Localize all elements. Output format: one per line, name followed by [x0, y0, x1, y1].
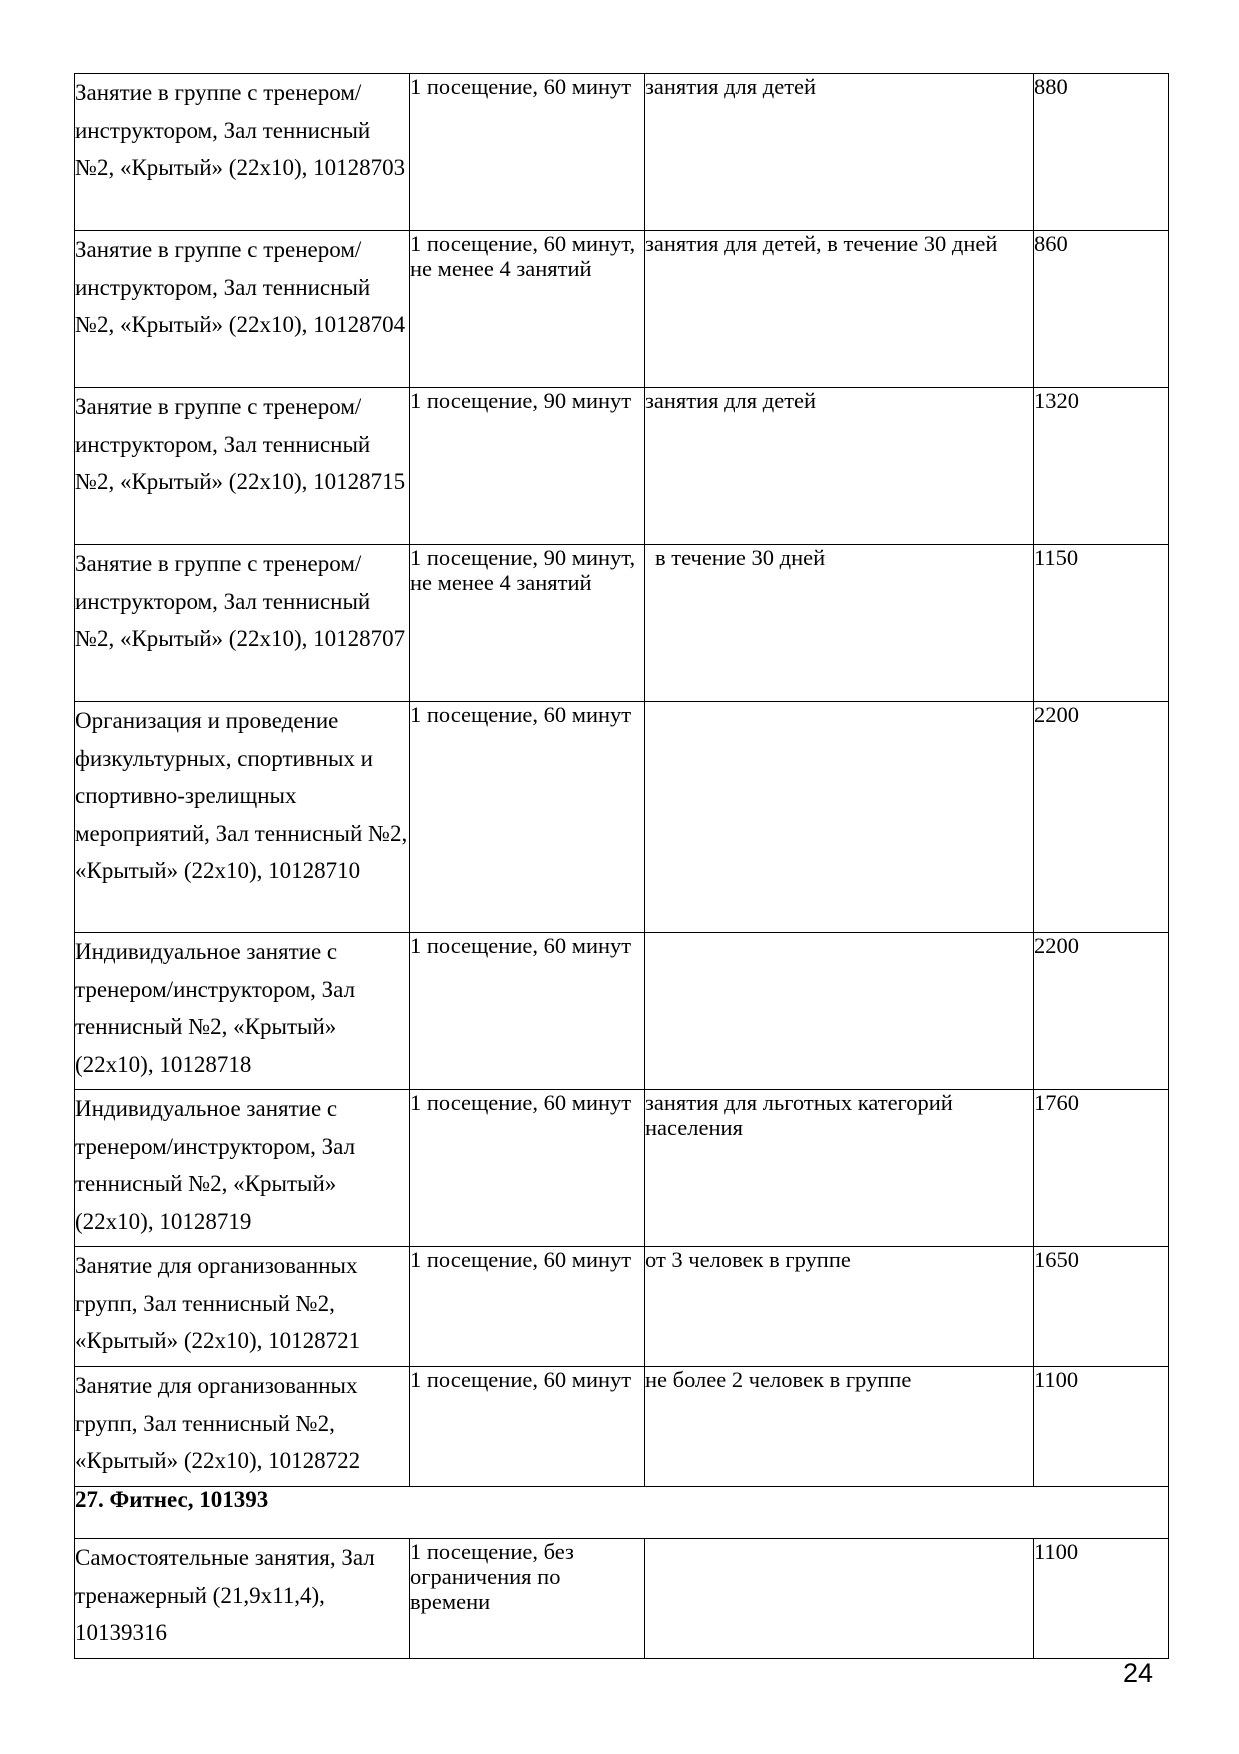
service-name: Занятие для организованных групп, Зал теннисный №2, «Крытый» (22х10), 10128721	[75, 1247, 410, 1367]
service-note: не более 2 человек в группе	[645, 1367, 1034, 1487]
table-row	[75, 1367, 1169, 1487]
page-number: 24	[1122, 1658, 1153, 1688]
service-note: занятия для льготных категорий населения	[645, 1090, 1034, 1247]
service-note	[645, 933, 1034, 1090]
service-duration: 1 посещение, без ограничения по времени	[410, 1539, 645, 1659]
service-price: 860	[1034, 231, 1169, 388]
service-name: Индивидуальное занятие с тренером/инструктором, Зал теннисный №2, «Крытый» (22х10), 10128719	[75, 1090, 410, 1247]
table-row	[75, 1090, 1169, 1247]
service-duration: 1 посещение, 60 минут	[410, 933, 645, 1090]
table-row	[75, 388, 1169, 545]
service-name: Занятие в группе с тренером/инструктором, Зал теннисный №2, «Крытый» (22х10), 10128707	[75, 545, 410, 702]
service-note: занятия для детей	[645, 388, 1034, 545]
service-duration: 1 посещение, 60 минут	[410, 74, 645, 231]
service-price: 1150	[1034, 545, 1169, 702]
service-price: 880	[1034, 74, 1169, 231]
service-duration: 1 посещение, 90 минут	[410, 388, 645, 545]
service-duration: 1 посещение, 90 минут, не менее 4 занятий	[410, 545, 645, 702]
section-row	[75, 1487, 1169, 1539]
service-price: 2200	[1034, 933, 1169, 1090]
service-duration: 1 посещение, 60 минут	[410, 1247, 645, 1367]
table-row	[75, 74, 1169, 231]
table-row	[75, 702, 1169, 933]
table-row	[75, 231, 1169, 388]
service-duration: 1 посещение, 60 минут	[410, 1090, 645, 1247]
table-row	[75, 1539, 1169, 1659]
service-name: Занятие в группе с тренером/инструктором, Зал теннисный №2, «Крытый» (22х10), 10128704	[75, 231, 410, 388]
service-price: 1100	[1034, 1367, 1169, 1487]
service-price: 1650	[1034, 1247, 1169, 1367]
service-price: 1320	[1034, 388, 1169, 545]
service-note: занятия для детей, в течение 30 дней	[645, 231, 1034, 388]
table-row	[75, 1247, 1169, 1367]
service-note: занятия для детей	[645, 74, 1034, 231]
section-title: 27. Фитнес, 101393	[75, 1487, 1169, 1539]
service-price: 1760	[1034, 1090, 1169, 1247]
service-duration: 1 посещение, 60 минут, не менее 4 занятий	[410, 231, 645, 388]
service-duration: 1 посещение, 60 минут	[410, 1367, 645, 1487]
service-note: от 3 человек в группе	[645, 1247, 1034, 1367]
price-table	[74, 73, 1169, 1659]
table-row	[75, 545, 1169, 702]
service-name: Занятие в группе с тренером/инструктором, Зал теннисный №2, «Крытый» (22х10), 10128703	[75, 74, 410, 231]
service-price: 1100	[1034, 1539, 1169, 1659]
service-name: Индивидуальное занятие с тренером/инструктором, Зал теннисный №2, «Крытый» (22х10), 10128718	[75, 933, 410, 1090]
service-note	[645, 702, 1034, 933]
service-name: Занятие в группе с тренером/инструктором, Зал теннисный №2, «Крытый» (22х10), 10128715	[75, 388, 410, 545]
service-price: 2200	[1034, 702, 1169, 933]
service-name: Организация и проведение физкультурных, спортивных и спортивно-зрелищных мероприятий, Зал теннисный №2, «Крытый» (22х10), 10128710	[75, 702, 410, 933]
table-row	[75, 933, 1169, 1090]
service-note: в течение 30 дней	[645, 545, 1034, 702]
service-note	[645, 1539, 1034, 1659]
service-name: Занятие для организованных групп, Зал теннисный №2, «Крытый» (22х10), 10128722	[75, 1367, 410, 1487]
service-duration: 1 посещение, 60 минут	[410, 702, 645, 933]
service-name: Самостоятельные занятия, Зал тренажерный (21,9х11,4), 10139316	[75, 1539, 410, 1659]
